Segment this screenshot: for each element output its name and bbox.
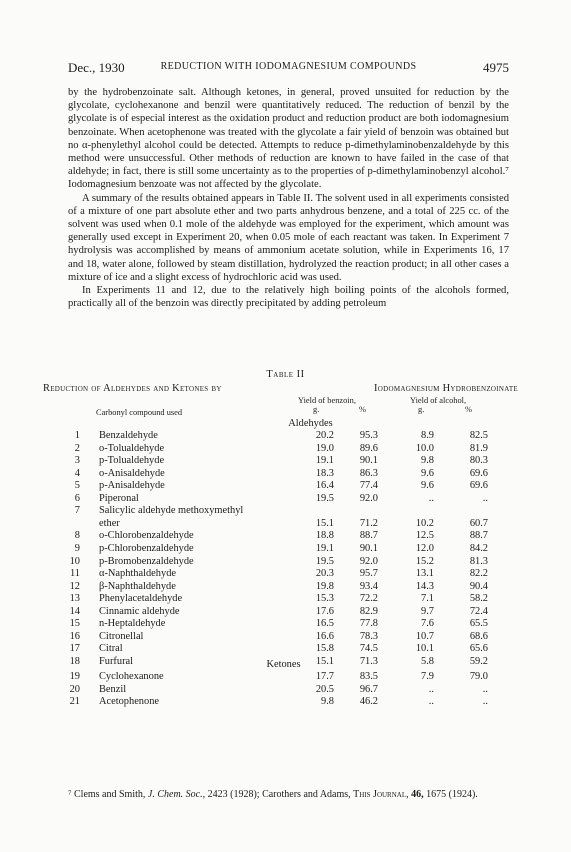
footnote-volume: 46, <box>408 789 424 800</box>
exp-number: 17 <box>69 643 80 655</box>
benzoin-grams: 16.4 <box>315 480 334 492</box>
benzoin-percent: 92.0 <box>359 555 378 567</box>
table-caption-left: Reduction of Aldehydes and Ketones by <box>43 383 222 394</box>
benzoin-grams: 16.5 <box>315 618 334 630</box>
table-row <box>0 556 571 568</box>
compound-name: Salicylic aldehyde methoxymethyl <box>99 505 244 517</box>
exp-number: 13 <box>69 593 80 605</box>
unit-alcohol-grams: g. <box>418 405 425 414</box>
alcohol-grams: .. <box>428 492 434 504</box>
benzoin-grams: 19.1 <box>315 542 334 554</box>
alcohol-percent: 69.6 <box>469 480 488 492</box>
benzoin-grams: 20.2 <box>315 430 334 441</box>
alcohol-percent: 59.2 <box>469 655 488 667</box>
benzoin-percent: 96.7 <box>359 683 378 695</box>
benzoin-percent: 86.3 <box>359 467 378 479</box>
benzoin-percent: 92.0 <box>359 492 378 504</box>
exp-number: 8 <box>74 530 80 542</box>
benzoin-grams: 15.1 <box>315 517 334 529</box>
compound-name: Piperonal <box>99 492 139 504</box>
table-row <box>0 543 571 555</box>
alcohol-percent: 60.7 <box>469 517 488 529</box>
table-row <box>0 505 571 517</box>
compound-name: Acetophenone <box>99 696 160 708</box>
compound-name: Cyclohexanone <box>99 671 164 682</box>
exp-number: 21 <box>69 696 80 708</box>
footnote-mark: ⁷ <box>68 789 72 800</box>
benzoin-grams: 19.5 <box>315 555 334 567</box>
table-title: Table II <box>266 369 305 380</box>
alcohol-grams: 9.6 <box>421 480 434 492</box>
alcohol-grams: 8.9 <box>421 430 434 441</box>
alcohol-grams: 9.8 <box>421 455 434 467</box>
benzoin-percent: 88.7 <box>359 530 378 542</box>
table-row <box>0 618 571 630</box>
table-row <box>0 696 571 708</box>
footnote-journal-2: This Journal, <box>353 789 409 800</box>
alcohol-grams: 7.6 <box>421 618 434 630</box>
benzoin-percent: 93.4 <box>359 580 378 592</box>
benzoin-percent: 46.2 <box>359 696 378 708</box>
benzoin-grams: 15.8 <box>315 643 334 655</box>
exp-number: 14 <box>69 605 80 617</box>
benzoin-grams: 20.3 <box>315 568 334 580</box>
alcohol-grams: .. <box>428 696 434 708</box>
benzoin-grams: 20.5 <box>315 683 334 695</box>
benzoin-percent: 71.2 <box>359 517 378 529</box>
table-caption-right: Iodomagnesium Hydrobenzoinate <box>374 383 518 394</box>
header-date: Dec., 1930 <box>68 60 125 75</box>
table-row <box>0 568 571 580</box>
exp-number: 12 <box>69 580 80 592</box>
table-row <box>0 671 571 683</box>
table-row <box>0 643 571 655</box>
compound-name: Cinnamic aldehyde <box>99 605 180 617</box>
table-row <box>0 684 571 696</box>
benzoin-grams: 18.8 <box>315 530 334 542</box>
column-header-compound: Carbonyl compound used <box>96 408 183 417</box>
compound-name: o-Anisaldehyde <box>99 467 165 479</box>
exp-number: 20 <box>69 683 80 695</box>
benzoin-grams: 19.8 <box>315 580 334 592</box>
unit-benzoin-percent: % <box>359 405 366 414</box>
alcohol-percent: 69.6 <box>469 467 488 479</box>
benzoin-grams: 15.1 <box>315 655 334 667</box>
exp-number: 3 <box>74 455 80 467</box>
header-title: REDUCTION WITH IODOMAGNESIUM COMPOUNDS <box>160 61 417 72</box>
benzoin-grams: 18.3 <box>315 467 334 479</box>
alcohol-grams: 9.6 <box>421 467 434 479</box>
alcohol-grams: 5.8 <box>421 655 434 667</box>
exp-number: 4 <box>74 467 80 479</box>
alcohol-grams: 13.1 <box>415 568 434 580</box>
alcohol-percent: 68.6 <box>469 630 488 642</box>
alcohol-grams: 9.7 <box>421 605 434 617</box>
alcohol-percent: .. <box>482 492 488 504</box>
unit-benzoin-grams: g. <box>313 405 320 414</box>
table-row <box>0 443 571 455</box>
exp-number: 16 <box>69 630 80 642</box>
table-row <box>0 430 571 442</box>
compound-name: o-Tolualdehyde <box>99 442 165 454</box>
exp-number: 9 <box>74 542 80 554</box>
alcohol-grams: 12.0 <box>415 542 434 554</box>
benzoin-grams: 9.8 <box>321 696 334 708</box>
benzoin-percent: 83.5 <box>359 671 378 682</box>
table-row <box>0 480 571 492</box>
alcohol-percent: 80.3 <box>469 455 488 467</box>
benzoin-percent: 90.1 <box>359 542 378 554</box>
benzoin-percent: 82.9 <box>359 605 378 617</box>
alcohol-percent: 81.3 <box>469 555 488 567</box>
compound-name: Citronellal <box>99 630 144 642</box>
paragraph-1: by the hydrobenzoinate salt. Although ketones, in general, proved unsuited for reduction by the glycolate, cyclohexanone and benzil were quantitatively reduced. The reduction of benzil by the glycolate is of especial interest as the oxidation product and reduction product are both iodomagnesium benzoinate. When acetophenone was treated with the glycolate a fair yield of benzoin was obtained but no α-phenylethyl alcohol could be detected. Attempts to reduce p-dimethylaminobenzaldehyde by this method were unsuccessful. Other methods of reduction are known to have failed in the case of that aldehyde; in fact, there is still some uncertainty as to the properties of p-dimethylaminobenzyl alcohol.⁷ Iodomagnesium benzoate was not affected by the glycolate. <box>68 87 509 191</box>
alcohol-grams: 10.1 <box>415 643 434 655</box>
table-row <box>0 593 571 605</box>
table-row <box>0 455 571 467</box>
compound-name: Benzaldehyde <box>99 430 158 441</box>
compound-name: α-Naphthaldehyde <box>99 568 176 580</box>
alcohol-percent: 81.9 <box>469 442 488 454</box>
column-header-benzoin: Yield of benzoin, <box>298 396 356 405</box>
benzoin-grams: 19.0 <box>315 442 334 454</box>
footnote: ⁷ Clems and Smith, J. Chem. Soc., 2423 (1928); Carothers and Adams, This Journal, 46, 1675 (1924). <box>68 789 478 800</box>
unit-alcohol-percent: % <box>465 405 472 414</box>
compound-name: Benzil <box>99 683 127 695</box>
table-row <box>0 606 571 618</box>
benzoin-grams: 16.6 <box>315 630 334 642</box>
alcohol-percent: 90.4 <box>469 580 488 592</box>
exp-number: 5 <box>74 480 80 492</box>
compound-name: Phenylacetaldehyde <box>99 593 183 605</box>
exp-number: 6 <box>74 492 80 504</box>
compound-name: p-Chlorobenzaldehyde <box>99 542 194 554</box>
benzoin-grams: 17.6 <box>315 605 334 617</box>
benzoin-percent: 78.3 <box>359 630 378 642</box>
exp-number: 15 <box>69 618 80 630</box>
table-row <box>0 468 571 480</box>
benzoin-grams: 17.7 <box>315 671 334 682</box>
alcohol-grams: .. <box>428 683 434 695</box>
benzoin-percent: 95.3 <box>359 430 378 441</box>
compound-name: p-Tolualdehyde <box>99 455 165 467</box>
alcohol-percent: 84.2 <box>469 542 488 554</box>
paragraph-2: A summary of the results obtained appears in Table II. The solvent used in all experiments consisted of a mixture of one part absolute ether and two parts anhydrous benzene, and a total of 225 cc. of the solvent was used when 0.1 mole of the aldehyde was employed for the experiment, which amount was generally used except in Experiment 20, when 0.05 mole of each reactant was taken. In Experiment 7 hydrolysis was accomplished by means of ammonium acetate solution, while in Experiments 16, 17 and 18, water alone, followed by steam distillation, hydrolyzed the reaction product; in all other cases a mixture of ice and a slight excess of hydrochloric acid was used. <box>68 192 509 283</box>
alcohol-percent: 88.7 <box>469 530 488 542</box>
compound-name: Citral <box>99 643 123 655</box>
footnote-journal-1: J. Chem. Soc., <box>147 789 206 800</box>
alcohol-percent: 65.5 <box>469 618 488 630</box>
table-row <box>0 493 571 505</box>
alcohol-grams: 10.7 <box>415 630 434 642</box>
alcohol-percent: 82.2 <box>469 568 488 580</box>
section-heading-aldehydes: Aldehydes <box>288 418 333 429</box>
compound-name: p-Bromobenzaldehyde <box>99 555 194 567</box>
alcohol-percent: 58.2 <box>469 593 488 605</box>
body-text <box>68 86 509 310</box>
alcohol-grams: 7.1 <box>421 593 434 605</box>
column-header-alcohol: Yield of alcohol, <box>410 396 467 405</box>
exp-number: 7 <box>74 505 80 517</box>
benzoin-grams: 19.1 <box>315 455 334 467</box>
table-row <box>0 530 571 542</box>
benzoin-percent: 74.5 <box>359 643 378 655</box>
benzoin-grams: 19.5 <box>315 492 334 504</box>
exp-number: 18 <box>69 655 80 667</box>
table-row <box>0 631 571 643</box>
compound-name: o-Chlorobenzaldehyde <box>99 530 194 542</box>
alcohol-grams: 7.9 <box>421 671 434 682</box>
benzoin-grams: 15.3 <box>315 593 334 605</box>
alcohol-percent: .. <box>482 696 488 708</box>
alcohol-percent: 72.4 <box>469 605 488 617</box>
alcohol-grams: 10.2 <box>415 517 434 529</box>
benzoin-percent: 77.8 <box>359 618 378 630</box>
alcohol-percent: 65.6 <box>469 643 488 655</box>
alcohol-percent: 79.0 <box>469 671 488 682</box>
alcohol-percent: .. <box>482 683 488 695</box>
compound-name: β-Naphthaldehyde <box>99 580 176 592</box>
alcohol-grams: 14.3 <box>415 580 434 592</box>
paragraph-3: In Experiments 11 and 12, due to the relatively high boiling points of the alcohols formed, practically all of the benzoin was directly precipitated by adding petroleum <box>68 285 509 310</box>
table-row <box>0 518 571 530</box>
benzoin-percent: 71.3 <box>359 655 378 667</box>
benzoin-percent: 95.7 <box>359 568 378 580</box>
alcohol-percent: 82.5 <box>469 430 488 441</box>
benzoin-percent: 77.4 <box>359 480 378 492</box>
alcohol-grams: 10.0 <box>415 442 434 454</box>
alcohol-grams: 15.2 <box>415 555 434 567</box>
alcohol-grams: 12.5 <box>415 530 434 542</box>
section-heading-ketones: Ketones <box>266 659 301 670</box>
benzoin-percent: 89.6 <box>359 442 378 454</box>
exp-number: 10 <box>69 555 80 567</box>
compound-name: p-Anisaldehyde <box>99 480 165 492</box>
exp-number: 1 <box>74 430 80 441</box>
exp-number: 19 <box>69 671 80 682</box>
running-header <box>68 60 509 76</box>
exp-number: 2 <box>74 442 80 454</box>
benzoin-percent: 72.2 <box>359 593 378 605</box>
page-number: 4975 <box>483 60 509 75</box>
compound-name: Furfural <box>99 655 134 667</box>
exp-number: 11 <box>69 568 80 580</box>
table-row <box>0 581 571 593</box>
compound-name: n-Heptaldehyde <box>99 618 166 630</box>
compound-name: ether <box>99 517 120 529</box>
benzoin-percent: 90.1 <box>359 455 378 467</box>
